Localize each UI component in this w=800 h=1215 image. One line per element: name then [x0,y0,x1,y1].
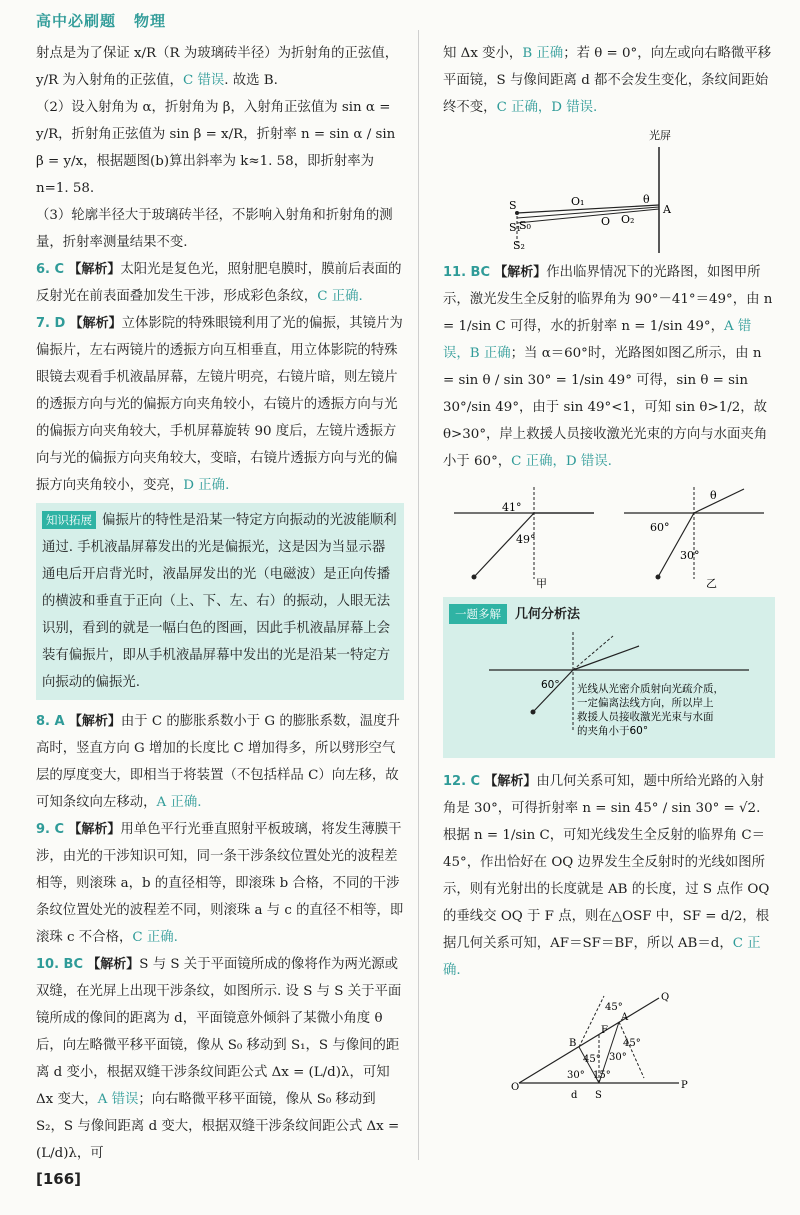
question-6: 6. C 【解析】太阳光是复色光，照射肥皂膜时，膜前后表面的反射光在前表面叠加发生干涉，形成彩色条纹，C 正确. [36,262,402,304]
question-number: 6. C [36,262,65,277]
figure-caption: 乙 [706,577,717,589]
label-F: F [601,1025,608,1036]
paragraph: 射点是为了保证 x/R（R 为玻璃砖半径）为折射角的正弦值， [36,46,399,61]
angle-label: θ [710,489,717,502]
knowledge-extension-tag: 知识拓展 [42,511,96,529]
page-number: [166] [36,1170,82,1188]
label-A: A [663,203,671,216]
answer-highlight: A 错误，B 正确 [443,319,752,361]
angle-label: 49° [516,533,536,546]
answer-highlight: A 正确. [156,795,202,810]
incident-ray [533,670,573,712]
answer-highlight: C 正确，D 错误. [496,100,598,115]
question-number: 8. A [36,714,65,729]
question-number: 9. C [36,822,65,837]
question-7: 7. D 【解析】立体影院的特殊眼镜利用了光的偏振，其镜片为偏振片，左右两镜片的透振方向互相垂直，用立体影院的特殊眼镜去观看手机液晶屏幕，左镜片明亮，右镜片暗，则左镜片的透振方向与光的偏振方向夹角较小，右镜片的透振方向与光的偏振方向夹角较大，手机屏幕旋转 90 度后，左镜片透振方向与光的偏振方向夹角较大，变暗，右镜片透振方向与光的偏振方向夹角较小，变亮，D 正确. [36,316,403,493]
angle-label: 41° [502,501,522,514]
angle-label: 45° [605,1002,623,1013]
refracted-ray [573,646,639,670]
question-11: 11. BC 【解析】作出临界情况下的光路图，如图甲所示，激光发生全反射的临界角为 90°－41°＝49°，由 n = 1/sin C 可得，水的折射率 n = 1/sin 49°，A 错误，B 正确；当 α＝60°时，光路图如图乙所示，由 n = sin θ / sin 30° = 1/sin 49° 可得，sin θ = sin 30°/sin 49°，由于 sin 49°<1，可知 sin θ>1/2，故 θ>30°，岸上救援人员接收激光光束的方向与水面夹角小于 60°，C 正确，D 错误. [443,265,773,469]
label-O2: O₂ [621,213,635,226]
answer-highlight: C 正确，D 错误. [511,454,612,469]
undeviated-ray [573,636,613,670]
analysis-tag: 【解析】 [87,957,140,972]
normal-line [619,1022,644,1078]
question-number: 12. C [443,774,481,789]
left-column [36,40,404,1167]
paragraph: y/R 为入射角的正弦值，C 错误. 故选 B. [36,73,278,88]
label-S0: S₀ [519,219,531,232]
label-B: B [569,1038,577,1049]
analysis-tag: 【解析】 [68,822,121,837]
laser-source [472,575,477,580]
label-O: O [511,1082,520,1093]
analysis-tag: 【解析】 [494,265,547,280]
analysis-tag: 【解析】 [484,774,537,789]
note-line: 救援人员接收激光光束与水面 [577,711,714,723]
question-8: 8. A 【解析】由于 C 的膨胀系数小于 G 的膨胀系数，温度升高时，竖直方向 G 增加的长度比 C 增加得多，所以劈形空气层的厚度变大，即相当于将装置（不包括样品 C）向左移，故可知条纹向左移动，A 正确. [36,714,400,810]
method-title: 几何分析法 [515,607,581,622]
label-S: S [509,199,517,212]
angle-label: 45° [583,1054,601,1065]
answer-highlight: A 错误 [97,1092,139,1107]
label-Q: Q [661,992,670,1003]
geometry-method-diagram [449,628,769,740]
page-header [36,8,166,35]
laser-source [656,575,661,580]
analysis-tag: 【解析】 [68,262,121,277]
label-S1: S₁ [509,221,521,234]
question-9: 9. C 【解析】用单色平行光垂直照射平板玻璃，将发生薄膜干涉，由光的干涉知识可知，同一条干涉条纹位置处光的波程差相等，则滚珠 a，b 的直径相等，即滚珠 b 合格，不同的干涉条纹位置处光的波程差不同，则滚珠 a 与 c 的直径不相等，即滚珠 c 不合格，C 正确. [36,822,404,945]
answer-highlight: C 正确. [443,936,761,978]
multiple-solutions-tag: 一题多解 [449,604,507,624]
label-S2: S₂ [513,239,525,252]
book-title: 高中必刷题 [36,12,117,30]
laser-source [531,710,536,715]
angle-label: 30° [609,1052,627,1063]
column-divider [418,30,419,1160]
question-10-continued: 知 Δx 变小，B 正确；若 θ = 0°，向左或向右略微平移平面镜，S 与像间距离 d 都不会发生变化，条纹间距始终不变，C 正确，D 错误. [443,46,772,115]
angle-label: 15° [593,1070,611,1081]
label-O: O [601,215,611,228]
answer-highlight: C 错误 [182,73,225,88]
angle-label: 30° [567,1070,585,1081]
analysis-tag: 【解析】 [68,714,121,729]
subject-title: 物理 [134,12,167,30]
label-A: A [621,1012,629,1023]
angle-label: 60° [541,679,560,691]
note-line: 光线从光密介质射向光疏介质， [577,683,724,695]
note-line: 的夹角小于60° [577,725,649,737]
label-O1: O₁ [571,195,585,208]
analysis-tag: 【解析】 [69,316,122,331]
figure-11-refraction-diagrams [444,479,774,589]
angle-label: 45° [623,1038,641,1049]
figure-12-geometry-diagram [509,988,709,1108]
answer-highlight: C 正确. [132,930,178,945]
question-number: 7. D [36,316,66,331]
figure-10-mirror-diagram [509,125,709,255]
question-12: 12. C 【解析】由几何关系可知，题中所给光路的入射角是 30°，可得折射率 n = sin 45° / sin 30° = √2. 根据 n = 1/sin C，可知光线发生全反射的临界角 C＝45°，作出恰好在 OQ 边界发生全反射时的光线如图所示，则有光射出的长度就是 AB 的长度，过 S 点作 OQ 的垂线交 OQ 于 F 点，则在△OSF 中，SF = d/2，根据几何关系可知，AF＝SF＝BF，所以 AB＝d，C 正确. [443,774,770,978]
answer-highlight: C 正确. [317,289,363,304]
note-line: 一定偏离法线方向，所以岸上 [577,697,714,709]
answer-highlight: D 正确. [183,478,230,493]
answer-highlight: B 正确 [522,46,564,61]
multiple-solutions-box [443,597,775,758]
label-d: d [571,1090,578,1101]
paragraph: （3）轮廓半径大于玻璃砖半径，不影响入射角和折射角的测量，折射率测量结果不变. [36,208,393,250]
knowledge-extension-box: 知识拓展 偏振片的特性是沿某一特定方向振动的光波能顺利通过. 手机液晶屏幕发出的光是偏振光，这是因为当显示器通电后开启背光时，液晶屏发出的光（电磁波）是正向传播的横波和垂直于正向（上、下、左、右）的振动，人眼无法识别，看到的就是一幅白色的图画，因此手机液晶屏幕上会装有偏振片，即从手机液晶屏幕中发出的光是沿某一特定方向振动的偏振光. [36,503,404,700]
angle-label: 30° [680,549,700,562]
label-P: P [681,1080,688,1091]
right-column [443,40,775,1112]
question-number: 11. BC [443,265,491,280]
refracted-ray [694,489,744,513]
angle-label: 60° [650,521,670,534]
label-theta: θ [643,193,650,206]
question-number: 10. BC [36,957,84,972]
paragraph: （2）设入射角为 α，折射角为 β，入射角正弦值为 sin α = y/R，折射角正弦值为 sin β = x/R，折射率 n = sin α / sin β = y/x，根据题图(b)算出斜率为 k≈1. 58，即折射率为 n=1. 58. [36,100,396,196]
question-10: 10. BC 【解析】S 与 S 关于平面镜所成的像将作为两光源或双缝，在光屏上出现干涉条纹，如图所示. 设 S 与 S 关于平面镜所成的像间的距离为 d，平面镜意外倾斜了某微小角度 θ 后，向左略微平移平面镜，像从 S₀ 移动到 S₁，S 与像间的距离 d 变小，根据双缝干涉条纹间距公式 Δx = (L/d)λ，可知 Δx 变大，A 错误；向右略微平移平面镜，像从 S₀ 移动到 S₂，S 与像间距离 d 变大，根据双缝干涉条纹间距公式 Δx = (L/d)λ，可 [36,957,402,1161]
fig-label: 光屏 [649,129,671,142]
figure-caption: 甲 [536,577,547,589]
label-S: S [595,1090,602,1101]
